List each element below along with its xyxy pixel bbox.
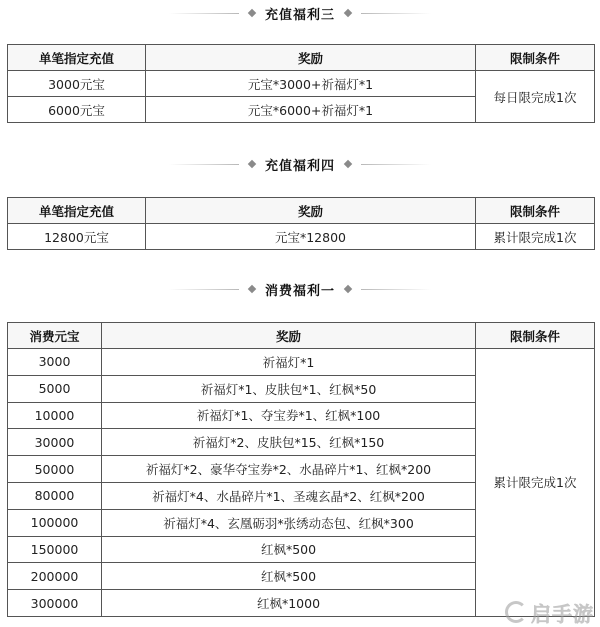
recharge-3-table bbox=[7, 44, 595, 123]
reward-cell: 元宝*12800 bbox=[146, 224, 476, 250]
amount-cell: 3000元宝 bbox=[8, 71, 146, 97]
divider-line bbox=[361, 164, 431, 165]
reward-cell: 红枫*1000 bbox=[102, 590, 476, 617]
reward-cell: 祈福灯*1、夺宝券*1、红枫*100 bbox=[102, 402, 476, 429]
table-row bbox=[8, 224, 595, 250]
amount-cell: 100000 bbox=[8, 509, 102, 536]
column-header: 消费元宝 bbox=[8, 323, 102, 349]
amount-cell: 3000 bbox=[8, 349, 102, 376]
divider-line bbox=[169, 13, 239, 14]
reward-cell: 红枫*500 bbox=[102, 536, 476, 563]
divider-line bbox=[169, 289, 239, 290]
amount-cell: 50000 bbox=[8, 456, 102, 483]
table-header-row bbox=[8, 198, 595, 224]
amount-cell: 200000 bbox=[8, 563, 102, 590]
section-title-consume-1 bbox=[0, 279, 600, 299]
recharge-4-table bbox=[7, 197, 595, 250]
amount-cell: 10000 bbox=[8, 402, 102, 429]
limit-cell: 累计限完成1次 bbox=[476, 224, 595, 250]
reward-cell: 元宝*6000+祈福灯*1 bbox=[146, 97, 476, 123]
section-title-text: 充值福利四 bbox=[264, 158, 335, 174]
column-header: 奖励 bbox=[102, 323, 476, 349]
watermark bbox=[505, 599, 594, 625]
section-title-recharge-3 bbox=[0, 3, 600, 23]
diamond-icon bbox=[344, 285, 352, 293]
column-header: 奖励 bbox=[146, 198, 476, 224]
column-header: 限制条件 bbox=[476, 45, 595, 71]
reward-cell: 祈福灯*2、豪华夺宝券*2、水晶碎片*1、红枫*200 bbox=[102, 456, 476, 483]
amount-cell: 150000 bbox=[8, 536, 102, 563]
reward-cell: 祈福灯*4、水晶碎片*1、圣魂玄晶*2、红枫*200 bbox=[102, 482, 476, 509]
divider-line bbox=[169, 164, 239, 165]
column-header: 奖励 bbox=[146, 45, 476, 71]
column-header: 限制条件 bbox=[476, 198, 595, 224]
amount-cell: 5000 bbox=[8, 375, 102, 402]
consume-1-table bbox=[7, 322, 595, 617]
amount-cell: 30000 bbox=[8, 429, 102, 456]
table-header-row bbox=[8, 45, 595, 71]
diamond-icon bbox=[248, 285, 256, 293]
column-header: 单笔指定充值 bbox=[8, 45, 146, 71]
column-header: 限制条件 bbox=[476, 323, 595, 349]
logo-icon bbox=[505, 601, 527, 623]
table-row bbox=[8, 349, 595, 376]
limit-cell: 累计限完成1次 bbox=[476, 349, 595, 617]
amount-cell: 300000 bbox=[8, 590, 102, 617]
table-header-row bbox=[8, 323, 595, 349]
table-row bbox=[8, 71, 595, 97]
diamond-icon bbox=[248, 160, 256, 168]
diamond-icon bbox=[248, 9, 256, 17]
reward-cell: 祈福灯*1、皮肤包*1、红枫*50 bbox=[102, 375, 476, 402]
amount-cell: 12800元宝 bbox=[8, 224, 146, 250]
reward-cell: 祈福灯*1 bbox=[102, 349, 476, 376]
column-header: 单笔指定充值 bbox=[8, 198, 146, 224]
diamond-icon bbox=[344, 160, 352, 168]
reward-cell: 元宝*3000+祈福灯*1 bbox=[146, 71, 476, 97]
divider-line bbox=[361, 13, 431, 14]
reward-cell: 祈福灯*4、玄凰砺羽*张绣动态包、红枫*300 bbox=[102, 509, 476, 536]
reward-cell: 红枫*500 bbox=[102, 563, 476, 590]
section-title-text: 消费福利一 bbox=[264, 283, 335, 299]
amount-cell: 80000 bbox=[8, 482, 102, 509]
diamond-icon bbox=[344, 9, 352, 17]
section-title-recharge-4 bbox=[0, 154, 600, 174]
divider-line bbox=[361, 289, 431, 290]
section-title-text: 充值福利三 bbox=[264, 7, 335, 23]
watermark-text: 启手游 bbox=[531, 601, 594, 626]
limit-cell: 每日限完成1次 bbox=[476, 71, 595, 123]
amount-cell: 6000元宝 bbox=[8, 97, 146, 123]
reward-cell: 祈福灯*2、皮肤包*15、红枫*150 bbox=[102, 429, 476, 456]
